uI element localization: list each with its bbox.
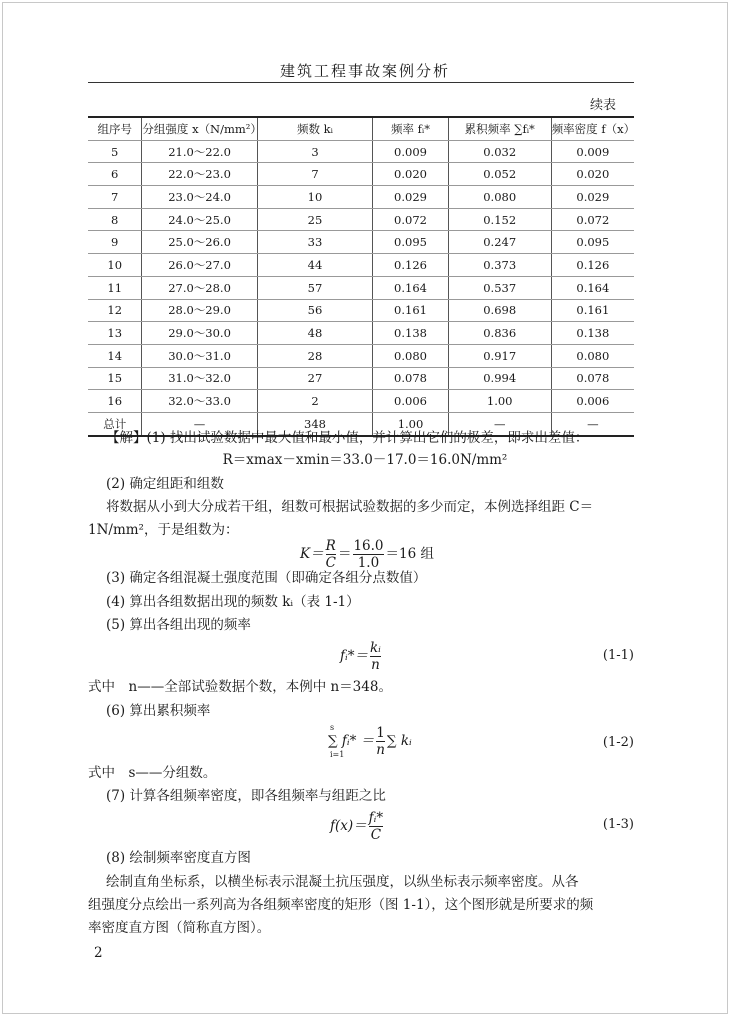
eq-lhs: fᵢ*＝ — [340, 648, 368, 664]
table-cell: 0.080 — [448, 186, 551, 209]
table-cell: 10 — [257, 186, 373, 209]
table-cell: 0.080 — [551, 344, 634, 367]
step-8: (8) 绘制频率密度直方图 — [106, 850, 251, 866]
table-cell: 0.095 — [551, 231, 634, 254]
table-cell: 7 — [257, 163, 373, 186]
table-cell: 16 — [88, 390, 142, 413]
eq-rhs: ＝16 组 — [385, 546, 434, 562]
eq-num: R — [325, 538, 336, 554]
where-clause: 式中 n——全部试验数据个数，本例中 n＝348。 — [88, 679, 392, 695]
table-cell: 21.0～22.0 — [142, 140, 257, 163]
table-cell: 11 — [88, 276, 142, 299]
table-cell: 33 — [257, 231, 373, 254]
table-cell: 0.029 — [551, 186, 634, 209]
running-header: 建筑工程事故案例分析 — [279, 62, 450, 80]
table-cell: 总计 — [88, 412, 142, 435]
table-cell: 23.0～24.0 — [142, 186, 257, 209]
equation-number: (1-1) — [602, 648, 634, 663]
table-cell: 0.126 — [551, 254, 634, 277]
table-cell: 0.072 — [551, 208, 634, 231]
table-cell: 5 — [88, 140, 142, 163]
table-row — [88, 390, 634, 413]
table-cell: 56 — [257, 299, 373, 322]
fraction — [370, 640, 381, 673]
table-row — [88, 254, 634, 277]
table-cell: 0.164 — [373, 276, 448, 299]
table-cell: 0.020 — [551, 163, 634, 186]
table-cell: 0.537 — [448, 276, 551, 299]
fraction — [326, 538, 336, 571]
eq-den: 1.0 — [357, 555, 380, 571]
table-cell: 1.00 — [373, 412, 448, 435]
eq-den: C — [370, 827, 382, 843]
equation-number: (1-3) — [602, 817, 634, 832]
eq-num: 16.0 — [353, 538, 384, 554]
where-clause: 式中 s——分组数。 — [88, 765, 217, 781]
table-cell: 0.078 — [373, 367, 448, 390]
table-cell: 0.994 — [448, 367, 551, 390]
eq-den: n — [376, 742, 385, 758]
paragraph-line: 1N/mm²，于是组数为： — [88, 522, 239, 538]
table-cell: 27.0～28.0 — [142, 276, 257, 299]
table-cell: 0.009 — [551, 140, 634, 163]
table-cell: 14 — [88, 344, 142, 367]
table-cell: 348 — [257, 412, 373, 435]
eq-num: kᵢ — [369, 640, 381, 656]
table-cell: 0.917 — [448, 344, 551, 367]
eq-lhs: K＝ — [300, 546, 324, 562]
table-cell: 44 — [257, 254, 373, 277]
paragraph-line: 绘制直角坐标系，以横坐标表示混凝土抗压强度，以纵坐标表示频率密度。从各 — [106, 874, 579, 890]
table-cell: 32.0～33.0 — [142, 390, 257, 413]
frequency-table — [88, 116, 634, 437]
table-cell: 22.0～23.0 — [142, 163, 257, 186]
table-cell: 0.126 — [373, 254, 448, 277]
table-cell: 0.029 — [373, 186, 448, 209]
table-cell: — — [142, 412, 257, 435]
header-rule — [88, 82, 634, 83]
table-cell: 3 — [257, 140, 373, 163]
table-cell: 0.052 — [448, 163, 551, 186]
table-cell: 0.247 — [448, 231, 551, 254]
table-cell: 28 — [257, 344, 373, 367]
equation-1-1 — [340, 640, 383, 673]
equation-1-2 — [328, 723, 412, 760]
column-header: 频数 kᵢ — [257, 117, 373, 140]
table-cell: 2 — [257, 390, 373, 413]
summation — [328, 723, 374, 760]
sum-upper: s — [330, 723, 335, 732]
table-cell: 25.0～26.0 — [142, 231, 257, 254]
table-cell: 0.152 — [448, 208, 551, 231]
table-cell: 0.161 — [551, 299, 634, 322]
table-cell: 0.698 — [448, 299, 551, 322]
table-cell: 0.078 — [551, 367, 634, 390]
paragraph-line: 将数据从小到大分成若干组，组数可根据试验数据的多少而定，本例选择组距 C＝ — [106, 499, 594, 515]
table-cell: 25 — [257, 208, 373, 231]
table-cell: 31.0～32.0 — [142, 367, 257, 390]
table-cell: 24.0～25.0 — [142, 208, 257, 231]
eq-den: C — [325, 555, 336, 571]
table-row — [88, 231, 634, 254]
eq-num: 1 — [376, 725, 385, 741]
table-cell: 0.138 — [373, 322, 448, 345]
table-cell: 0.006 — [551, 390, 634, 413]
table-cell: 13 — [88, 322, 142, 345]
fraction — [369, 810, 383, 843]
column-header: 累积频率 ∑fᵢ* — [448, 117, 551, 140]
table-cell: 29.0～30.0 — [142, 322, 257, 345]
table-cell: 0.161 — [373, 299, 448, 322]
table-row — [88, 322, 634, 345]
table-cell: — — [448, 412, 551, 435]
continued-label: 续表 — [590, 98, 617, 113]
step-7: (7) 计算各组频率密度，即各组频率与组距之比 — [106, 788, 386, 804]
table-row — [88, 208, 634, 231]
sum-lower: i=1 — [330, 750, 345, 759]
page-number: 2 — [94, 945, 103, 961]
eq-rhs: ∑ kᵢ — [386, 733, 412, 749]
step-6: (6) 算出累积频率 — [106, 703, 211, 719]
table-body — [88, 140, 634, 435]
table-cell: 1.00 — [448, 390, 551, 413]
table-cell: 0.072 — [373, 208, 448, 231]
column-header: 频率 fᵢ* — [373, 117, 448, 140]
eq-lhs: f(x)＝ — [330, 818, 367, 834]
column-header: 分组强度 x（N/mm²） — [142, 117, 257, 140]
table-row — [88, 140, 634, 163]
table-cell: 12 — [88, 299, 142, 322]
table-row — [88, 186, 634, 209]
fraction — [376, 725, 385, 758]
table-cell: 6 — [88, 163, 142, 186]
fraction — [353, 538, 383, 571]
table-row — [88, 276, 634, 299]
table-cell: 10 — [88, 254, 142, 277]
table-cell: 0.373 — [448, 254, 551, 277]
table-cell: 8 — [88, 208, 142, 231]
table-row — [88, 163, 634, 186]
eq-den: n — [371, 657, 380, 673]
eq-num: fᵢ* — [368, 810, 384, 826]
header-row — [88, 117, 634, 140]
table-cell: 28.0～29.0 — [142, 299, 257, 322]
step-4: (4) 算出各组数据出现的频数 kᵢ（表 1-1） — [106, 594, 360, 610]
equation-group-count — [300, 538, 434, 571]
table-cell: 48 — [257, 322, 373, 345]
eq-lhs: ∑ fᵢ* ＝ — [328, 733, 375, 749]
table-cell: 0.006 — [373, 390, 448, 413]
table-cell: 30.0～31.0 — [142, 344, 257, 367]
table-cell: 0.080 — [373, 344, 448, 367]
table-cell: 0.095 — [373, 231, 448, 254]
table-cell: 27 — [257, 367, 373, 390]
column-header: 频率密度 f（x） — [551, 117, 634, 140]
paragraph-line: 率密度直方图（简称直方图）。 — [88, 920, 271, 936]
column-header: 组序号 — [88, 117, 142, 140]
table-cell: 9 — [88, 231, 142, 254]
table-cell: 0.020 — [373, 163, 448, 186]
equation-number: (1-2) — [602, 735, 634, 750]
table-cell: 26.0～27.0 — [142, 254, 257, 277]
equation-range: R＝xmax－xmin＝33.0－17.0＝16.0N/mm² — [222, 452, 508, 468]
step-2: (2) 确定组距和组数 — [106, 476, 224, 492]
table-cell: 57 — [257, 276, 373, 299]
table-cell: 0.138 — [551, 322, 634, 345]
table-row — [88, 344, 634, 367]
eq-sign: ＝ — [337, 546, 352, 562]
table-cell: 0.032 — [448, 140, 551, 163]
table-cell: 0.164 — [551, 276, 634, 299]
table-cell: 15 — [88, 367, 142, 390]
step-5: (5) 算出各组出现的频率 — [106, 617, 251, 633]
table-row — [88, 299, 634, 322]
equation-1-3 — [330, 810, 385, 843]
table-cell: 0.009 — [373, 140, 448, 163]
table-row — [88, 367, 634, 390]
paragraph-line: 组强度分点绘出一系列高为各组频率密度的矩形（图 1-1），这个图形就是所要求的频 — [88, 897, 594, 913]
step-3: (3) 确定各组混凝土强度范围（即确定各组分点数值） — [106, 570, 427, 586]
table-cell: 0.836 — [448, 322, 551, 345]
solution-step-1: 【解】(1) 找出试验数据中最大值和最小值，并计算出它们的极差，即求出差值： — [106, 430, 589, 446]
table-cell: 7 — [88, 186, 142, 209]
table-cell: — — [551, 412, 634, 435]
